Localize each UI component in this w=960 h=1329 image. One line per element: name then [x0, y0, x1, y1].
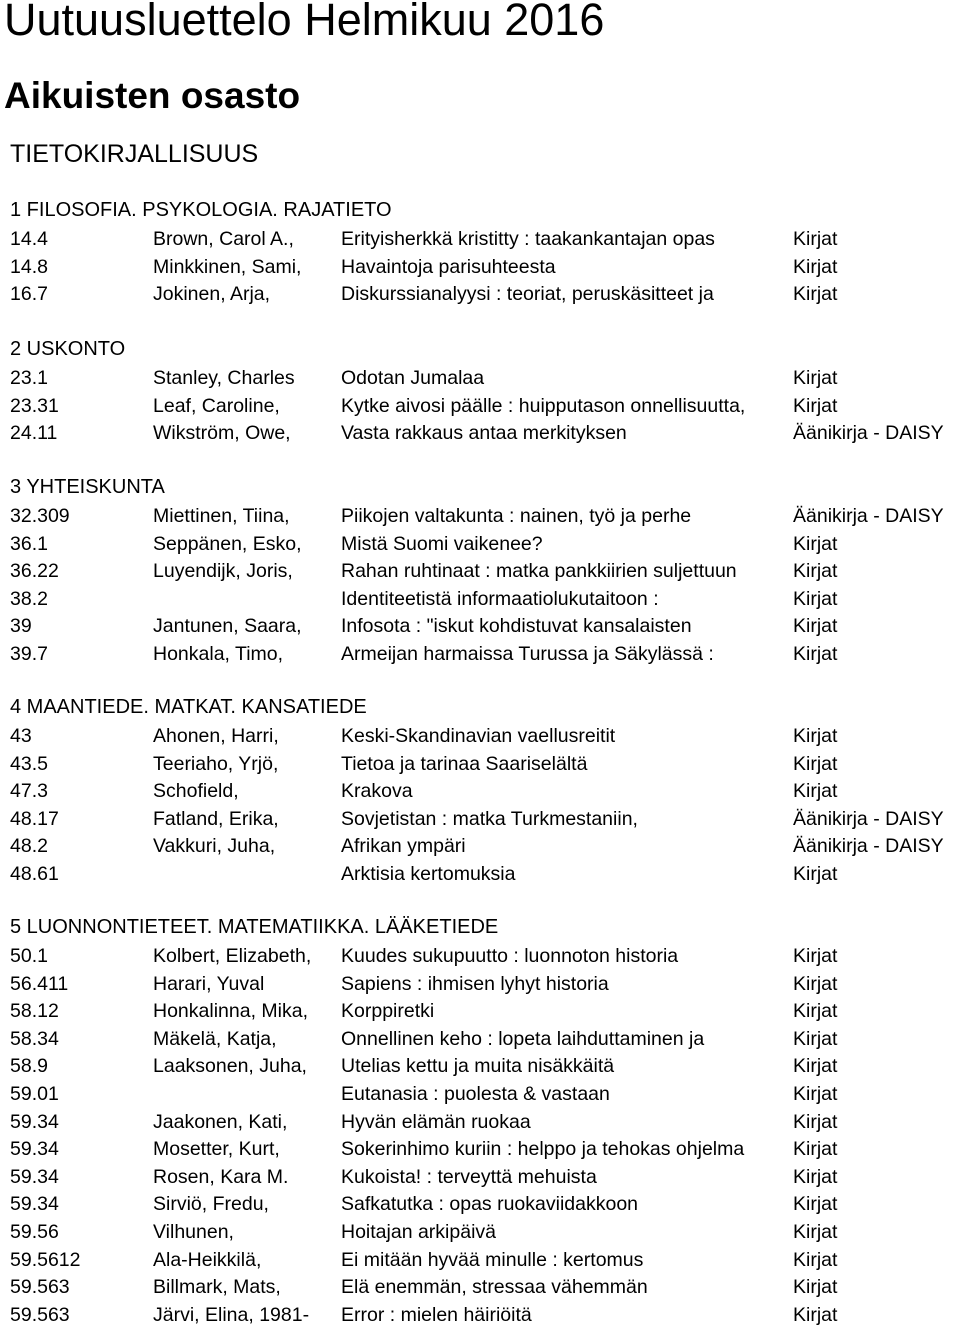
material-type: Kirjat — [793, 862, 838, 885]
list-item — [10, 585, 960, 613]
class-number: 48.2 — [10, 835, 48, 858]
section-yhteiskunta — [10, 472, 960, 668]
author: Brown, Carol A., — [153, 228, 294, 250]
author: Vilhunen, — [153, 1220, 234, 1243]
book-title: Ei mitään hyvää minulle : kertomus — [341, 1248, 644, 1271]
category-title: TIETOKIRJALLISUUS — [10, 140, 259, 168]
author: Schofield, — [153, 780, 239, 803]
section-heading: 1 FILOSOFIA. PSYKOLOGIA. RAJATIETO — [10, 199, 392, 221]
class-number: 47.3 — [10, 780, 48, 803]
section-heading: 4 MAANTIEDE. MATKAT. KANSATIEDE — [10, 696, 367, 718]
author: Jokinen, Arja, — [153, 283, 271, 306]
material-type: Kirjat — [793, 1110, 838, 1133]
class-number: 14.4 — [10, 228, 48, 250]
section-heading: 3 YHTEISKUNTA — [10, 476, 165, 498]
author: Sirviö, Fredu, — [153, 1193, 269, 1216]
list-item — [10, 557, 960, 585]
book-title: Safkatutka : opas ruokaviidakkoon — [341, 1193, 639, 1216]
author: Stanley, Charles — [153, 367, 295, 389]
class-number: 32.309 — [10, 505, 70, 527]
list-item — [10, 860, 960, 888]
book-title: Hyvän elämän ruokaa — [341, 1110, 531, 1133]
department-title: Aikuisten osasto — [4, 75, 301, 116]
material-type: Äänikirja - DAISY — [793, 505, 944, 527]
author: Jantunen, Saara, — [153, 615, 302, 638]
list-item — [10, 1301, 960, 1329]
material-type: Kirjat — [793, 1193, 838, 1216]
list-item — [10, 722, 960, 750]
class-number: 14.8 — [10, 255, 48, 278]
class-number: 38.2 — [10, 587, 48, 610]
book-title: Utelias kettu ja muita nisäkkäitä — [341, 1055, 615, 1078]
list-item — [10, 1218, 960, 1246]
book-title: Tietoa ja tarinaa Saariselältä — [341, 752, 588, 775]
material-type: Kirjat — [793, 560, 838, 583]
book-title: Odotan Jumalaa — [341, 367, 485, 389]
list-item — [10, 280, 960, 308]
list-item — [10, 832, 960, 860]
material-type: Kirjat — [793, 394, 838, 417]
class-number: 48.17 — [10, 807, 59, 830]
author: Billmark, Mats, — [153, 1276, 281, 1299]
list-item — [10, 970, 960, 998]
class-number: 58.9 — [10, 1055, 48, 1078]
list-item — [10, 502, 960, 530]
class-number: 59.56 — [10, 1220, 59, 1243]
author: Harari, Yuval — [153, 972, 265, 995]
book-title: Rahan ruhtinaat : matka pankkiirien suljettuun — [341, 560, 737, 583]
author: Honkala, Timo, — [153, 642, 284, 665]
material-type: Kirjat — [793, 1248, 838, 1271]
list-item — [10, 1163, 960, 1191]
book-title: Elä enemmän, stressaa vähemmän — [341, 1276, 648, 1299]
book-title: Error : mielen häiriöitä — [341, 1303, 532, 1326]
material-type: Äänikirja - DAISY — [793, 422, 944, 445]
list-item — [10, 1135, 960, 1163]
author: Jaakonen, Kati, — [153, 1110, 288, 1133]
author: Laaksonen, Juha, — [153, 1055, 307, 1078]
author: Ala-Heikkilä, — [153, 1248, 262, 1271]
section-maantiede — [10, 692, 960, 888]
book-title: Kukoista! : terveyttä mehuista — [341, 1165, 597, 1188]
author: Fatland, Erika, — [153, 807, 279, 830]
material-type: Kirjat — [793, 283, 838, 306]
class-number: 59.34 — [10, 1138, 59, 1161]
author: Järvi, Elina, 1981- — [153, 1303, 310, 1326]
list-item — [10, 1080, 960, 1108]
author: Honkalinna, Mika, — [153, 1000, 308, 1023]
list-item — [10, 530, 960, 558]
book-title: Afrikan ympäri — [341, 835, 466, 858]
material-type: Kirjat — [793, 945, 838, 967]
list-item — [10, 942, 960, 970]
class-number: 39.7 — [10, 642, 48, 665]
book-title: Identiteetistä informaatiolukutaitoon : — [341, 587, 659, 610]
book-title: Keski-Skandinavian vaellusreitit — [341, 725, 616, 747]
book-title: Armeijan harmaissa Turussa ja Säkylässä : — [341, 642, 714, 665]
material-type: Kirjat — [793, 1165, 838, 1188]
list-item — [10, 419, 960, 447]
book-title: Krakova — [341, 780, 413, 803]
page-title: Uutuusluettelo Helmikuu 2016 — [4, 0, 605, 45]
material-type: Kirjat — [793, 642, 838, 665]
book-title: Mistä Suomi vaikenee? — [341, 532, 543, 555]
book-title: Diskurssianalyysi : teoriat, peruskäsitteet ja — [341, 283, 714, 306]
author: Mosetter, Kurt, — [153, 1138, 280, 1161]
class-number: 59.34 — [10, 1110, 59, 1133]
list-item — [10, 1052, 960, 1080]
book-title: Onnellinen keho : lopeta laihduttaminen ja — [341, 1027, 705, 1050]
class-number: 59.01 — [10, 1082, 59, 1105]
material-type: Kirjat — [793, 1220, 838, 1243]
book-title: Hoitajan arkipäivä — [341, 1220, 497, 1243]
material-type: Kirjat — [793, 725, 838, 747]
list-item — [10, 1108, 960, 1136]
list-item — [10, 750, 960, 778]
section-uskonto — [10, 334, 960, 447]
class-number: 23.1 — [10, 367, 48, 389]
material-type: Äänikirja - DAISY — [793, 807, 944, 830]
author: Ahonen, Harri, — [153, 725, 279, 747]
class-number: 50.1 — [10, 945, 48, 967]
class-number: 59.563 — [10, 1276, 70, 1299]
book-title: Infosota : "iskut kohdistuvat kansalaisten — [341, 615, 692, 638]
author: Rosen, Kara M. — [153, 1165, 289, 1188]
book-title: Piikojen valtakunta : nainen, työ ja perhe — [341, 505, 692, 527]
material-type: Kirjat — [793, 228, 838, 250]
list-item — [10, 364, 960, 392]
material-type: Kirjat — [793, 1082, 838, 1105]
author: Minkkinen, Sami, — [153, 255, 302, 278]
material-type: Kirjat — [793, 1027, 838, 1050]
material-type: Kirjat — [793, 532, 838, 555]
material-type: Kirjat — [793, 1055, 838, 1078]
class-number: 23.31 — [10, 394, 59, 417]
material-type: Kirjat — [793, 780, 838, 803]
section-filosofia — [10, 195, 960, 308]
author: Wikström, Owe, — [153, 422, 291, 445]
class-number: 43 — [10, 725, 32, 747]
material-type: Kirjat — [793, 1276, 838, 1299]
material-type: Kirjat — [793, 972, 838, 995]
class-number: 24.11 — [10, 422, 58, 445]
section-heading: 5 LUONNONTIETEET. MATEMATIIKKA. LÄÄKETIEDE — [10, 916, 499, 938]
section-luonnontieteet — [10, 912, 960, 1328]
book-title: Kytke aivosi päälle : huipputason onnellisuutta, — [341, 394, 746, 417]
class-number: 59.563 — [10, 1303, 70, 1326]
list-item — [10, 1273, 960, 1301]
class-number: 58.34 — [10, 1027, 59, 1050]
list-item — [10, 612, 960, 640]
material-type: Äänikirja - DAISY — [793, 835, 944, 858]
author: Vakkuri, Juha, — [153, 835, 276, 858]
author: Leaf, Caroline, — [153, 394, 280, 417]
list-item — [10, 640, 960, 668]
list-item — [10, 225, 960, 253]
material-type: Kirjat — [793, 255, 838, 278]
material-type: Kirjat — [793, 615, 838, 638]
material-type: Kirjat — [793, 1303, 838, 1326]
list-item — [10, 1246, 960, 1274]
list-item — [10, 1025, 960, 1053]
list-item — [10, 777, 960, 805]
material-type: Kirjat — [793, 587, 838, 610]
class-number: 36.22 — [10, 560, 59, 583]
book-title: Sapiens : ihmisen lyhyt historia — [341, 972, 609, 995]
book-title: Arktisia kertomuksia — [341, 862, 516, 885]
class-number: 59.5612 — [10, 1248, 81, 1271]
class-number: 59.34 — [10, 1165, 59, 1188]
class-number: 56.411 — [10, 972, 69, 995]
class-number: 48.61 — [10, 862, 59, 885]
section-heading: 2 USKONTO — [10, 338, 126, 360]
class-number: 16.7 — [10, 283, 48, 306]
material-type: Kirjat — [793, 367, 838, 389]
author: Teeriaho, Yrjö, — [153, 752, 279, 775]
book-title: Kuudes sukupuutto : luonnoton historia — [341, 945, 679, 967]
author: Mäkelä, Katja, — [153, 1027, 277, 1050]
book-title: Havaintoja parisuhteesta — [341, 255, 556, 278]
class-number: 39 — [10, 615, 32, 638]
author: Seppänen, Esko, — [153, 532, 302, 555]
book-title: Sokerinhimo kuriin : helppo ja tehokas ohjelma — [341, 1138, 745, 1161]
material-type: Kirjat — [793, 1000, 838, 1023]
list-item — [10, 253, 960, 281]
class-number: 58.12 — [10, 1000, 59, 1023]
list-item — [10, 392, 960, 420]
book-title: Sovjetistan : matka Turkmestaniin, — [341, 807, 638, 830]
class-number: 36.1 — [10, 532, 48, 555]
book-title: Erityisherkkä kristitty : taakankantajan opas — [341, 228, 715, 250]
list-item — [10, 805, 960, 833]
book-title: Eutanasia : puolesta & vastaan — [341, 1082, 610, 1105]
list-item — [10, 1190, 960, 1218]
list-item — [10, 997, 960, 1025]
class-number: 59.34 — [10, 1193, 59, 1216]
material-type: Kirjat — [793, 752, 838, 775]
class-number: 43.5 — [10, 752, 48, 775]
book-title: Vasta rakkaus antaa merkityksen — [341, 422, 627, 445]
author: Kolbert, Elizabeth, — [153, 945, 312, 967]
material-type: Kirjat — [793, 1138, 838, 1161]
book-title: Korppiretki — [341, 1000, 435, 1023]
author: Luyendijk, Joris, — [153, 560, 293, 583]
author: Miettinen, Tiina, — [153, 505, 290, 527]
